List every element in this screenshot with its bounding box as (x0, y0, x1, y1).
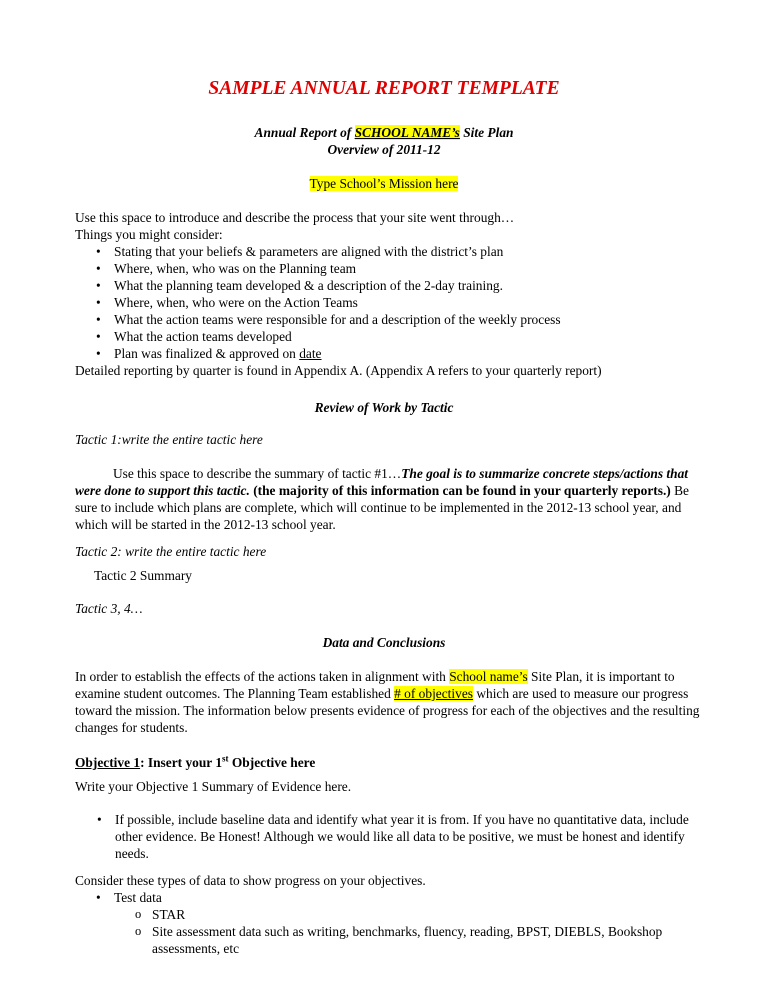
objectives-count-placeholder: # of objectives (394, 686, 473, 701)
final-bullet-text: Plan was finalized & approved on (114, 346, 300, 361)
list-item: • Where, when, who was on the Planning team (93, 260, 708, 277)
mission-line (0, 175, 768, 192)
objective-1-summary: Write your Objective 1 Summary of Evidence here. (75, 779, 352, 794)
subtitle-prefix: Annual Report of (254, 125, 355, 140)
list-item: • What the action teams were responsible for and a description of the weekly process (93, 311, 708, 328)
list-item: • Stating that your beliefs & parameters are aligned with the district’s plan (93, 243, 708, 260)
objective-1-label: Objective 1 (75, 755, 141, 770)
objective-1-colon: : Insert your 1 (140, 755, 223, 770)
tactic-2-label: Tactic 2: write the entire tactic here (75, 544, 267, 559)
data-types-intro: Consider these types of data to show progress on your objectives. (75, 873, 426, 888)
subtitle-suffix: Site Plan (459, 125, 514, 140)
list-item (93, 345, 708, 362)
list-item: • What the planning team developed & a description of the 2-day training. (93, 277, 708, 294)
list-item: • Test data (93, 889, 708, 906)
school-name-highlight: School name’s (449, 669, 528, 684)
test-data-list (93, 889, 708, 906)
school-name-placeholder: SCHOOL NAME’s (354, 125, 460, 140)
test-data-sublist (131, 906, 708, 957)
objective-1-rest: Objective here (228, 755, 316, 770)
tactic-1-label: Tactic 1:write the entire tactic here (75, 432, 263, 447)
evidence-bullet-text: If possible, include baseline data and identify what year it is from. If you have no quantitative data, include other evidence. Be Honest! Although we would like all data to be positive, we must be honest and identify needs. (115, 812, 689, 861)
review-heading: Review of Work by Tactic (314, 400, 454, 415)
list-item: • What the action teams developed (93, 328, 708, 345)
document-title: SAMPLE ANNUAL REPORT TEMPLATE (208, 78, 560, 99)
ordinal-suffix: st (222, 753, 229, 764)
site-assessment-item: o Site assessment data such as writing, benchmarks, fluency, reading, BPST, DIEBLS, Bookshop assessments, etc (131, 923, 708, 957)
tactic-1-intro: Use this space to describe the summary of tactic #1… (113, 466, 402, 481)
intro-consider: Things you might consider: (75, 227, 223, 242)
data-text-a: In order to establish the effects of the actions taken in alignment with (75, 669, 450, 684)
data-heading: Data and Conclusions (322, 635, 446, 650)
tactic-1-details: Be sure to include which plans are complete, which will continue to be implemented in the 2012-13 school year, and which will be started in the 2012-13 school year. (75, 483, 689, 532)
mission-placeholder: Type School’s Mission here (309, 176, 459, 191)
list-item: • Where, when, who were on the Action Teams (93, 294, 708, 311)
star-item: o STAR (131, 906, 708, 923)
data-text-c: which are used to measure our progress toward the mission. The information below presents evidence of progress for each of the objectives and the resulting changes for students. (75, 686, 700, 735)
tactic-1-note: (the majority of this information can be found in your quarterly reports.) (249, 483, 671, 498)
tactic-3-label: Tactic 3, 4… (75, 601, 143, 616)
tactic-1-summary (75, 465, 708, 533)
objective-1-heading (75, 754, 708, 771)
data-types-list (93, 889, 708, 957)
intro-paragraph: Use this space to introduce and describe the process that your site went through… (75, 210, 515, 225)
intro-bullet-list (93, 243, 708, 362)
appendix-note: Detailed reporting by quarter is found in Appendix A. (Appendix A refers to your quarterly report) (75, 363, 602, 378)
evidence-bullet (94, 811, 708, 862)
data-paragraph (75, 668, 708, 736)
bullet-marker: • (97, 812, 102, 827)
data-text-b: Site Plan, it is important to examine student outcomes. The Planning Team established (75, 669, 675, 701)
tactic-1-goal: The goal is to summarize concrete steps/actions that were done to support this tactic. (75, 466, 688, 498)
tactic-2-summary: Tactic 2 Summary (94, 568, 192, 583)
overview-line: Overview of 2011-12 (327, 142, 441, 157)
report-subtitle (0, 124, 768, 141)
intro-section (75, 209, 708, 379)
date-placeholder: date (299, 346, 322, 361)
